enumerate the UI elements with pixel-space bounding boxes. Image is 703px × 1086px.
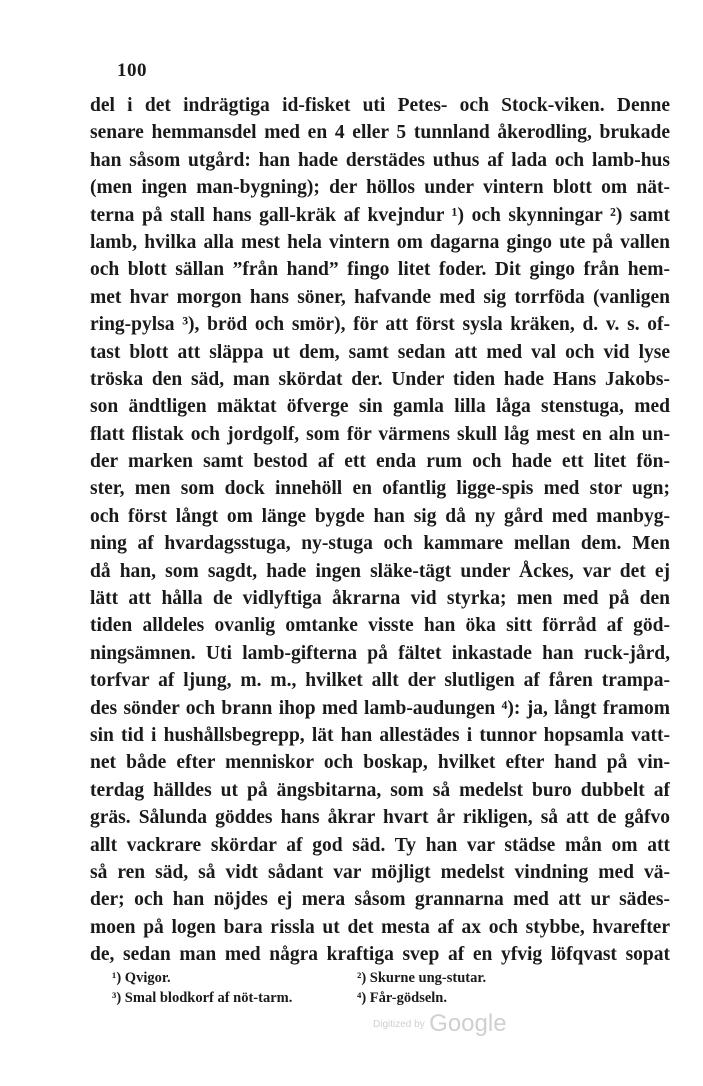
text-line: flatt flistak och jordgolf, som för värmens skull låg mest en aln un- xyxy=(90,423,670,445)
text-line: de, sedan man med några kraftiga svep af en yfvig löfqvast sopat xyxy=(90,944,670,966)
text-line: tröska den säd, man skördat der. Under tiden hade Hans Jakobs- xyxy=(90,368,670,390)
text-line: moen på logen bara rissla ut det mesta af ax och stybbe, hvarefter xyxy=(90,916,670,938)
text-line: ster, men som dock innehöll en ofantlig ligge-spis med stor ugn; xyxy=(90,478,670,500)
text-line: del i det indrägtiga id-fisket uti Petes- och Stock-viken. Denne xyxy=(90,95,670,116)
text-line: gräs. Sålunda göddes hans åkrar hvart år rikligen, så att de gåfvo xyxy=(90,807,670,829)
text-line: ring-pylsa ³), bröd och smör), för att först sysla kräken, d. v. s. of- xyxy=(90,314,670,336)
body-text xyxy=(90,92,670,969)
footnote: ¹) Qvigor. xyxy=(112,970,171,986)
footnote-row xyxy=(112,968,632,988)
text-line: så ren säd, så vidt sådant var möjligt medelst vindning med vä- xyxy=(90,861,670,883)
text-line: tiden alldeles ovanlig omtanke visste han öka sitt förråd af göd- xyxy=(90,615,670,637)
text-line: och först långt om länge bygde han sig då ny gård med manbyg- xyxy=(90,505,670,527)
text-line: der; och han nöjdes ej mera såsom grannarna med att ur sädes- xyxy=(90,889,670,911)
page-number: 100 xyxy=(117,60,147,81)
text-line: terdag hälldes ut på ängsbitarna, som så medelst buro dubbelt af xyxy=(90,779,670,801)
text-line: allt vackrare skördar af god säd. Ty han var städse mån om att xyxy=(90,834,670,856)
text-line: sin tid i hushållsbegrepp, lät han allestädes i tunnor hopsamla vatt- xyxy=(90,724,670,746)
text-line: och blott sällan ”från hand” fingo litet foder. Dit gingo från hem- xyxy=(90,259,670,281)
text-line: son ändtligen mäktat öfverge sin gamla lilla låga stenstuga, med xyxy=(90,396,670,418)
footnote: ³) Smal blodkorf af nöt-tarm. xyxy=(112,990,293,1006)
text-line: ningsämnen. Uti lamb-gifterna på fältet inkastade han ruck-jård, xyxy=(90,642,670,664)
digitized-by-watermark xyxy=(373,1010,507,1038)
text-line: lamb, hvilka alla mest hela vintern om dagarna gingo ute på vallen xyxy=(90,231,670,253)
text-line: tast blott att släppa ut dem, samt sedan att med val och vid lyse xyxy=(90,341,670,363)
footnote: ⁴) Får-gödseln. xyxy=(357,990,447,1006)
text-line: net både efter menniskor och boskap, hvilket efter hand på vin- xyxy=(90,752,670,774)
text-line: (men ingen man-bygning); der höllos under vintern blott om nät- xyxy=(90,177,670,199)
footnotes xyxy=(112,968,632,1008)
text-line: met hvar morgon hans söner, hafvande med sig torrföda (vanligen xyxy=(90,286,670,308)
text-line: des sönder och brann ihop med lamb-audungen ⁴): ja, långt framom xyxy=(90,697,670,719)
text-line: han såsom utgård: han hade derstädes uthus af lada och lamb-hus xyxy=(90,149,670,171)
text-line: torfvar af ljung, m. m., hvilket allt der slutligen af fåren trampa- xyxy=(90,670,670,692)
google-logo: Google xyxy=(429,1010,507,1037)
text-line: lätt att hålla de vidlyftiga åkrarna vid styrka; men med på den xyxy=(90,588,670,610)
text-line: då han, som sagdt, hade ingen släke-tägt under Åckes, var det ej xyxy=(90,560,670,582)
text-line: ning af hvardagsstuga, ny-stuga och kammare mellan dem. Men xyxy=(90,533,670,555)
footnote: ²) Skurne ung-stutar. xyxy=(357,970,487,986)
footnote-row xyxy=(112,988,632,1008)
text-line: der marken samt bestod af ett enda rum och hade ett litet fön- xyxy=(90,451,670,473)
text-line: senare hemmansdel med en 4 eller 5 tunnland åkerodling, brukade xyxy=(90,122,670,144)
watermark-prefix: Digitized by xyxy=(373,1019,425,1030)
text-line: terna på stall hans gall-kräk af kvejndur ¹) och skynningar ²) samt xyxy=(90,204,670,226)
